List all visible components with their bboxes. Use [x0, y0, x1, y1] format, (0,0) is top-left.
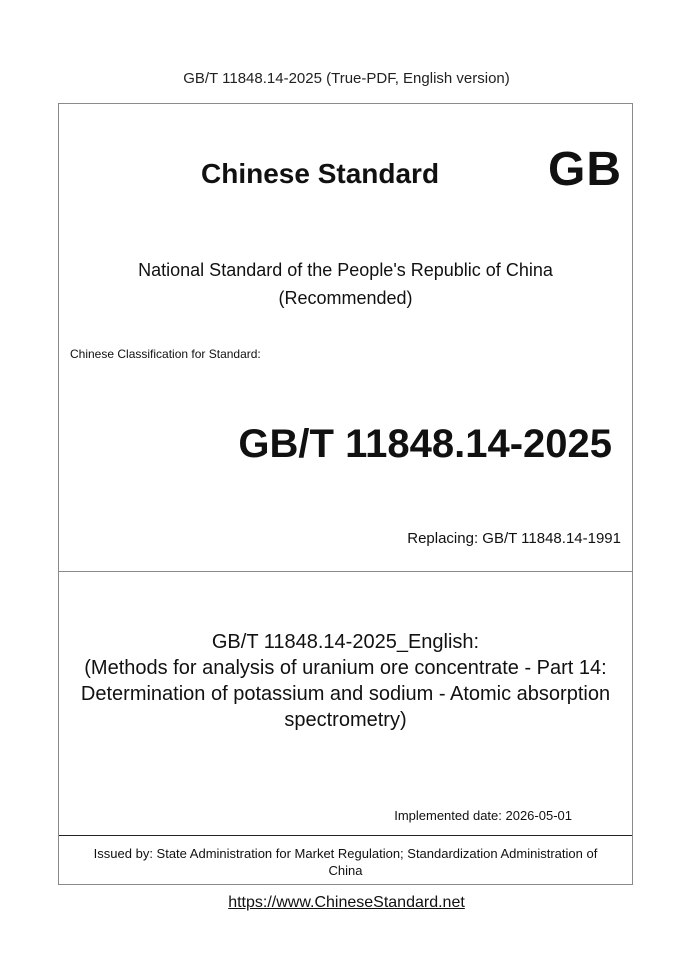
page-header: GB/T 11848.14-2025 (True-PDF, English version)	[183, 70, 510, 87]
issued-divider	[59, 835, 632, 836]
section-divider	[59, 571, 632, 572]
title-line: (Methods for analysis of uranium ore concentrate - Part 14:	[84, 657, 607, 679]
chinese-standard-heading: Chinese Standard	[201, 158, 440, 189]
classification-label: Chinese Classification for Standard:	[70, 347, 261, 361]
replacing-text: Replacing: GB/T 11848.14-1991	[407, 530, 621, 547]
title-line: Determination of potassium and sodium - Atomic absorption	[80, 683, 611, 705]
title-line: GB/T 11848.14-2025_English:	[211, 631, 480, 653]
national-standard-text	[59, 256, 632, 312]
implemented-date: Implemented date: 2026-05-01	[394, 808, 572, 823]
recommended-line: (Recommended)	[278, 288, 413, 308]
english-title	[59, 629, 632, 733]
issued-line: Issued by: State Administration for Market Regulation; Standardization Administration of	[93, 846, 598, 861]
website-link[interactable]: https://www.ChineseStandard.net	[228, 894, 465, 911]
cover-frame	[58, 103, 633, 885]
issued-by	[59, 845, 632, 879]
standard-number: GB/T 11848.14-2025	[238, 422, 612, 466]
title-line: spectrometry)	[284, 709, 407, 731]
national-standard-line: National Standard of the People's Republic of China	[138, 260, 553, 280]
gb-mark: GB	[548, 143, 622, 196]
issued-line: China	[328, 863, 363, 878]
